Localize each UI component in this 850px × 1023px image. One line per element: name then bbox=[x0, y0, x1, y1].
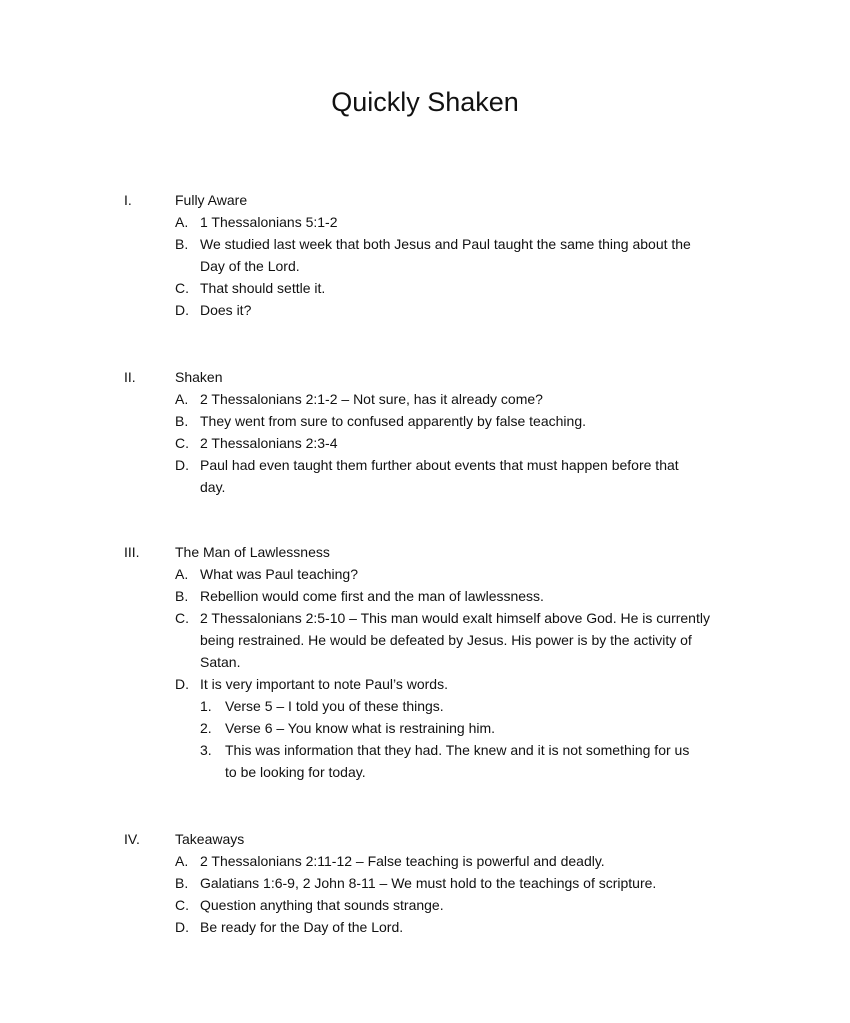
item-text-line: Does it? bbox=[200, 302, 252, 318]
item-text-line: They went from sure to confused apparently by false teaching. bbox=[200, 413, 586, 429]
item-marker: A. bbox=[175, 391, 189, 407]
outline-section bbox=[0, 189, 850, 321]
outline-item bbox=[0, 673, 850, 695]
item-text-line: 2 Thessalonians 2:11-12 – False teaching is powerful and deadly. bbox=[200, 853, 605, 869]
outline-item bbox=[0, 299, 850, 321]
item-marker: C. bbox=[175, 435, 189, 451]
item-text-line: day. bbox=[200, 479, 226, 495]
outline-section bbox=[0, 828, 850, 938]
item-text bbox=[200, 894, 750, 916]
item-text-line: That should settle it. bbox=[200, 280, 326, 296]
item-text-line: This was information that they had. The knew and it is not something for us bbox=[225, 742, 690, 758]
item-text bbox=[200, 388, 750, 410]
item-text bbox=[200, 211, 750, 233]
item-marker: A. bbox=[175, 853, 189, 869]
item-text-line: Day of the Lord. bbox=[200, 258, 300, 274]
item-text bbox=[225, 739, 750, 783]
item-text-line: Verse 5 – I told you of these things. bbox=[225, 698, 444, 714]
outline-section bbox=[0, 366, 850, 498]
item-text-line: Paul had even taught them further about events that must happen before that bbox=[200, 457, 679, 473]
item-marker: B. bbox=[175, 236, 189, 252]
outline-item bbox=[0, 410, 850, 432]
item-marker: D. bbox=[175, 676, 189, 692]
item-text bbox=[200, 299, 750, 321]
item-text-line: 1 Thessalonians 5:1-2 bbox=[200, 214, 338, 230]
outline-item bbox=[0, 607, 850, 673]
item-text bbox=[200, 277, 750, 299]
item-marker: C. bbox=[175, 280, 189, 296]
item-text-line: Rebellion would come first and the man of lawlessness. bbox=[200, 588, 544, 604]
outline-item bbox=[0, 563, 850, 585]
item-text-line: Galatians 1:6-9, 2 John 8-11 – We must hold to the teachings of scripture. bbox=[200, 875, 657, 891]
item-marker: B. bbox=[175, 413, 189, 429]
outline-item bbox=[0, 233, 850, 277]
section-heading: Takeaways bbox=[175, 831, 245, 847]
item-text bbox=[200, 563, 750, 585]
outline-item bbox=[0, 585, 850, 607]
outline-section bbox=[0, 541, 850, 783]
section-numeral: I. bbox=[124, 192, 132, 208]
item-text bbox=[200, 872, 750, 894]
item-text-line: to be looking for today. bbox=[225, 764, 366, 780]
outline-item bbox=[0, 872, 850, 894]
item-text-line: Question anything that sounds strange. bbox=[200, 897, 444, 913]
section-numeral: IV. bbox=[124, 831, 140, 847]
outline-subitem bbox=[0, 695, 850, 717]
item-marker: 3. bbox=[200, 742, 212, 758]
item-marker: B. bbox=[175, 875, 189, 891]
item-marker: B. bbox=[175, 588, 189, 604]
item-marker: D. bbox=[175, 919, 189, 935]
section-numeral: III. bbox=[124, 544, 140, 560]
section-heading: Shaken bbox=[175, 369, 223, 385]
item-marker: A. bbox=[175, 214, 189, 230]
section-heading: Fully Aware bbox=[175, 192, 248, 208]
outline-item bbox=[0, 432, 850, 454]
section-heading: The Man of Lawlessness bbox=[175, 544, 330, 560]
item-marker: D. bbox=[175, 457, 189, 473]
item-text-line: 2 Thessalonians 2:1-2 – Not sure, has it already come? bbox=[200, 391, 543, 407]
item-text bbox=[200, 850, 750, 872]
item-marker: 2. bbox=[200, 720, 212, 736]
item-text bbox=[200, 454, 750, 498]
item-text-line: Be ready for the Day of the Lord. bbox=[200, 919, 404, 935]
document-title: Quickly Shaken bbox=[331, 87, 519, 117]
item-text bbox=[200, 432, 750, 454]
item-text-line: Verse 6 – You know what is restraining him. bbox=[225, 720, 496, 736]
item-text bbox=[200, 410, 750, 432]
item-text-line: We studied last week that both Jesus and Paul taught the same thing about the bbox=[200, 236, 691, 252]
item-text bbox=[200, 585, 750, 607]
item-text-line: Satan. bbox=[200, 654, 241, 670]
item-text bbox=[200, 607, 750, 673]
outline-item bbox=[0, 916, 850, 938]
outline-item bbox=[0, 850, 850, 872]
item-text-line: 2 Thessalonians 2:5-10 – This man would exalt himself above God. He is currently bbox=[200, 610, 710, 626]
section-heading-row bbox=[0, 366, 850, 388]
item-text-line: What was Paul teaching? bbox=[200, 566, 358, 582]
item-marker: D. bbox=[175, 302, 189, 318]
section-heading-row bbox=[0, 541, 850, 563]
outline-item bbox=[0, 454, 850, 498]
item-marker: 1. bbox=[200, 698, 212, 714]
item-text bbox=[200, 233, 750, 277]
item-marker: C. bbox=[175, 897, 189, 913]
outline-item bbox=[0, 388, 850, 410]
item-text bbox=[200, 673, 750, 695]
item-text bbox=[225, 717, 750, 739]
outline-item bbox=[0, 894, 850, 916]
item-text-line: 2 Thessalonians 2:3-4 bbox=[200, 435, 338, 451]
section-heading-row bbox=[0, 828, 850, 850]
item-marker: C. bbox=[175, 610, 189, 626]
item-text-line: being restrained. He would be defeated by Jesus. His power is by the activity of bbox=[200, 632, 692, 648]
outline-item bbox=[0, 277, 850, 299]
item-text bbox=[200, 916, 750, 938]
item-text-line: It is very important to note Paul’s words. bbox=[200, 676, 448, 692]
outline-subitem bbox=[0, 739, 850, 783]
section-numeral: II. bbox=[124, 369, 136, 385]
outline-subitem bbox=[0, 717, 850, 739]
item-text bbox=[225, 695, 750, 717]
item-marker: A. bbox=[175, 566, 189, 582]
section-heading-row bbox=[0, 189, 850, 211]
outline-item bbox=[0, 211, 850, 233]
